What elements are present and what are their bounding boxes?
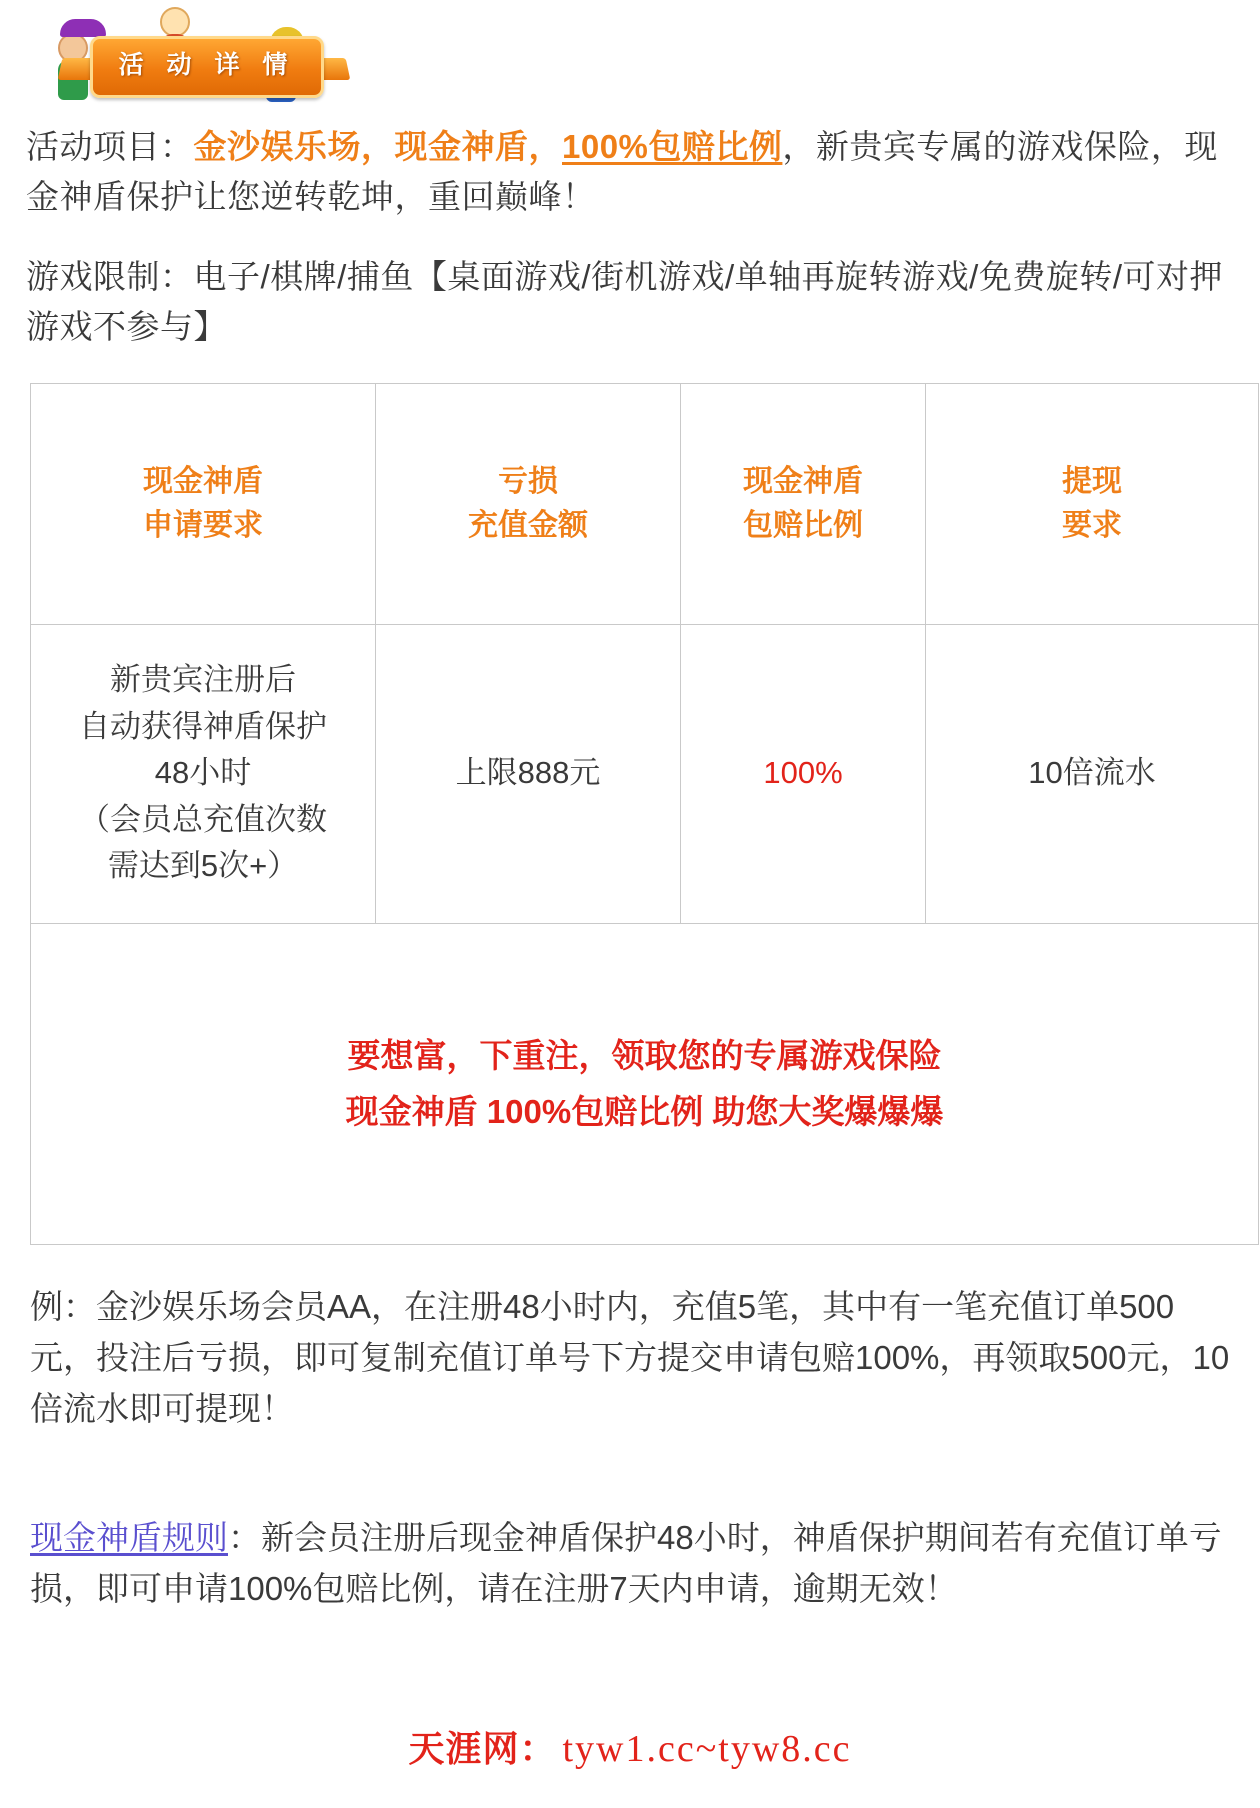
requirement-line3: 48小时 (154, 755, 252, 791)
cell-requirement (31, 624, 376, 923)
requirement-line5: 需达到5次+） (107, 848, 299, 884)
cell-loss-amount: 上限888元 (376, 624, 681, 923)
header-requirement-line2: 申请要求 (143, 508, 263, 542)
intro-label: 活动项目： (26, 128, 194, 165)
header-ratio-line1: 现金神盾 (743, 465, 863, 499)
banner-title-plate (90, 36, 324, 98)
rules-title: 现金神盾规则 (30, 1519, 228, 1557)
banner-title: 活 动 详 情 (118, 51, 296, 79)
requirement-line2: 自动获得神盾保护 (79, 708, 327, 744)
cell-slogan (31, 923, 1259, 1244)
game-restriction-paragraph: 游戏限制：电子/棋牌/捕鱼【桌面游戏/街机游戏/单轴再旋转游戏/免费旋转/可对押游戏不参与】 (26, 258, 1224, 346)
rules-text: ：新会员注册后现金神盾保护48小时，神盾保护期间若有充值订单亏损，即可申请100%包赔比例，请在注册7天内申请，逾期无效！ (30, 1519, 1222, 1608)
header-withdraw-line1: 提现 (1062, 465, 1122, 499)
table-header-ratio (681, 383, 926, 624)
rules-paragraph (30, 1512, 1234, 1614)
conditions-table (30, 383, 1259, 1245)
table-row (31, 624, 1259, 923)
intro-rest: ，新贵宾专属的游戏保险，现金神盾保护让您逆转乾坤，重回巅峰！ (26, 128, 1218, 216)
table-header-requirement (31, 383, 376, 624)
table-header-row (31, 383, 1259, 624)
requirement-line1: 新贵宾注册后 (110, 662, 296, 698)
banner (30, 0, 1234, 118)
example-paragraph: 例：金沙娱乐场会员AA，在注册48小时内，充值5笔，其中有一笔充值订单500元，投注后亏损，即可复制充值订单号下方提交申请包赔100%，再领取500元，10倍流水即可提现！ (30, 1287, 1230, 1427)
header-withdraw-line2: 要求 (1062, 508, 1122, 542)
requirement-line4: （会员总充值次数 (79, 801, 327, 837)
intro-highlight-product: 现金神盾， (394, 128, 562, 165)
header-requirement-line1: 现金神盾 (143, 465, 263, 499)
cell-ratio: 100% (681, 624, 926, 923)
table-slogan-row (31, 923, 1259, 1244)
footer-watermark (0, 1721, 1260, 1772)
header-loss-line2: 充值金额 (468, 508, 588, 542)
intro-paragraph (26, 122, 1234, 222)
table-header-withdraw (926, 383, 1259, 624)
table-header-loss (376, 383, 681, 624)
cell-withdraw: 10倍流水 (926, 624, 1259, 923)
intro-highlight-ratio: 100%包赔比例 (562, 128, 783, 165)
slogan-line1: 要想富，下重注，领取您的专属游戏保险 (347, 1036, 942, 1074)
header-loss-line1: 亏损 (498, 465, 558, 499)
footer-site-name: 天涯网： (408, 1728, 557, 1769)
slogan-line2: 现金神盾 100%包赔比例 助您大奖爆爆爆 (345, 1092, 944, 1130)
footer-url: tyw1.cc~tyw8.cc (562, 1728, 852, 1770)
intro-highlight-venue: 金沙娱乐场， (193, 128, 395, 165)
header-ratio-line2: 包赔比例 (743, 508, 863, 542)
